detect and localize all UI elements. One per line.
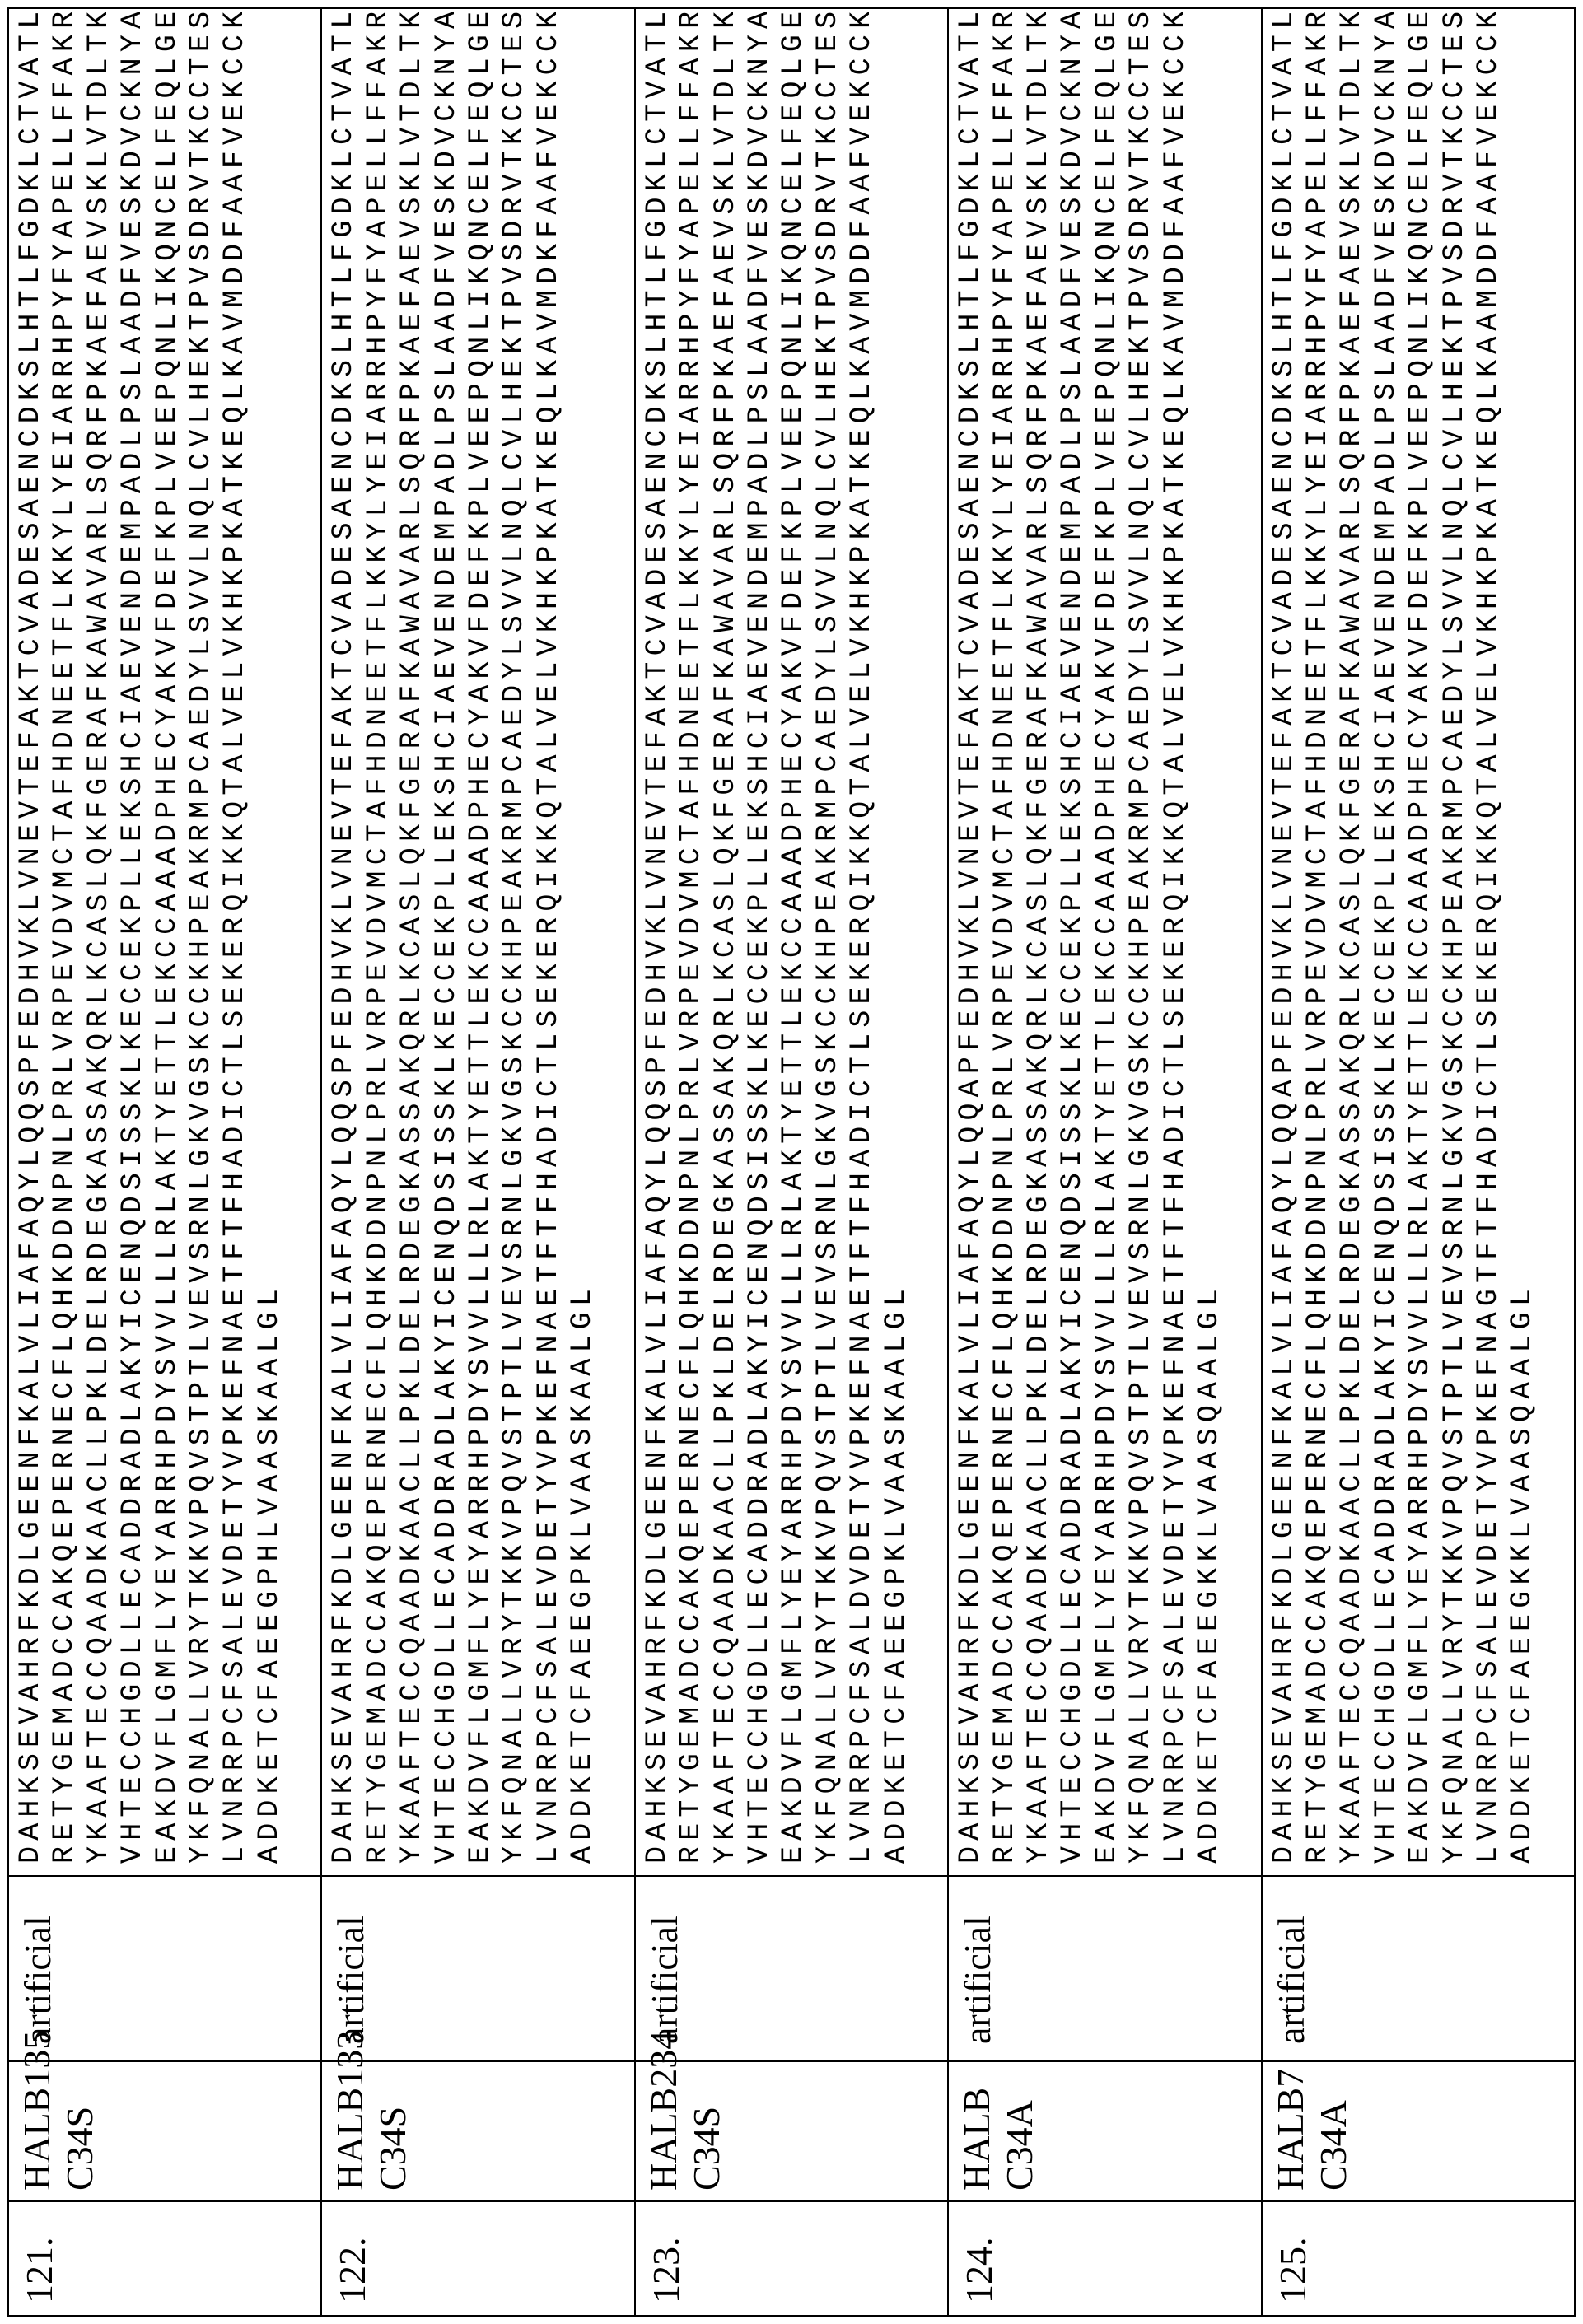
- sequence-line: RETYGEMADCCAKQEPERNECFLQHKDDNPNLPRLVRPEVDVMCTAFHDNEETFLKKYLYEIARRHPYFYAPELLFFAKR: [48, 9, 82, 1864]
- sequence-line: YKFQNALLVRYTKKVPQVSTPTLVEVSRNLGKVGSKCCKHPEAKRMPCAEDYLSVVLNQLCVLHEKTPVSDRVTKCCTES: [1438, 9, 1472, 1864]
- sequence-line: DAHKSEVAHRFKDLGEENFKALVLIAFAQYLQQAPFEDHVKLVNEVTEFAKTCVADESAENCDKSLHTLFGDKLCTVATL: [1268, 9, 1301, 1864]
- sequence-line: ADDKETCFAEEGKKLVAASQAALGL: [1506, 9, 1539, 1864]
- sequence-line: VHTECCHGDLLECADDRADLAKYICENQDSISSKLKECCEKPLLEKSHCIAEVENDEMPADLPSLAADFVESKDVCKNYA: [116, 9, 150, 1864]
- source-cell: artificial: [1262, 1876, 1575, 2061]
- source-cell: artificial: [635, 1876, 948, 2061]
- construct-name-line: HALB234: [642, 2062, 685, 2191]
- construct-name-line: C34A: [998, 2062, 1041, 2191]
- sequence-table: [7, 7, 1576, 2317]
- sequence-cell: [635, 8, 948, 1876]
- sequence-line: ADDKETCFAEEGPKLVAASKAALGL: [880, 9, 913, 1864]
- construct-name-cell: [321, 2061, 634, 2201]
- construct-name-line: C34A: [1312, 2062, 1355, 2191]
- rotated-page: [7, 7, 1576, 2317]
- sequence-line: RETYGEMADCCAKQEPERNECFLQHKDDNPNLPRLVRPEVDVMCTAFHDNEETFLKKYLYEIARRHPYFYAPELLFFAKR: [1301, 9, 1335, 1864]
- sequence-line: VHTECCHGDLLECADDRADLAKYICENQDSISSKLKECCEKPLLEKSHCIAEVENDEMPADLPSLAADFVESKDVCKNYA: [1056, 9, 1090, 1864]
- sequence-line: LVNRRPCFSALEVDETYVPKEFNAETFTFHADICTLSEKERQIKKQTALVELVKHKPKATKEQLKAVMDKFAAFVEKCCK: [532, 9, 566, 1864]
- sequence-line: LVNRRPCFSALDVDETYVPKEFNAETFTFHADICTLSEKERQIKKQTALVELVKHKPKATKEQLKAVMDDFAAFVEKCCK: [845, 9, 879, 1864]
- sequence-line: YKFQNALLVRYTKKVPQVSTPTLVEVSRNLGKVGSKCCKHPEAKRMPCAEDYLSVVLNQLCVLHEKTPVSDRVTKCCTES: [497, 9, 531, 1864]
- sequence-line: LVNRRPCFSALEVDETYVPKEFNAETFTFHADICTLSEKERQIKKQTALVELVKHKPKATKEQLKAVMDDFAAFVEKCCK: [218, 9, 252, 1864]
- source-cell: artificial: [321, 1876, 634, 2061]
- sequence-line: YKAAFTECCQAADKAACLLPKLDELRDEGKASSAKQRLKCASLQKFGERAFKAWAVARLSQRFPKAEFAEVSKLVTDLTK: [395, 9, 429, 1864]
- construct-name-line: HALB7: [1269, 2062, 1312, 2191]
- construct-name-line: C34S: [685, 2062, 728, 2191]
- sequence-line: LVNRRPCFSALEVDETYVPKEFNAETFTFHADICTLSEKERQIKKQTALVELVKHKPKATKEQLKAVMDDFAAFVEKCCK: [1159, 9, 1193, 1864]
- row-number: 125.: [1262, 2201, 1575, 2316]
- sequence-cell: [1262, 8, 1575, 1876]
- sequence-line: YKAAFTECCQAADKAACLLPKLDELRDEGKASSAKQRLKCASLQKFGERAFKAWAVARLSQRFPKAEFAEVSKLVTDLTK: [82, 9, 116, 1864]
- sequence-line: ADDKETCFAEEGKKLVAASQAALGL: [1193, 9, 1226, 1864]
- sequence-line: EAKDVFLGMFLYEYARRHPDYSVVLLLRLAKTYETTLEKCCAAADPHECYAKVFDEFKPLVEEPQNLIKQNCELFEQLGE: [151, 9, 184, 1864]
- construct-name-cell: [948, 2061, 1261, 2201]
- sequence-line: YKAAFTECCQAADKAACLLPKLDELRDEGKASSAKQRLKCASLQKFGERAFKAWAVARLSQRFPKAEFAEVSKLVTDLTK: [1335, 9, 1369, 1864]
- source-cell: artificial: [8, 1876, 321, 2061]
- construct-name-cell: [635, 2061, 948, 2201]
- sequence-line: ADDKETCFAEEGPKLVAASKAALGL: [566, 9, 600, 1864]
- sequence-line: ADDKETCFAEEGPHLVAASKAALGL: [253, 9, 287, 1864]
- sequence-line: YKAAFTECCQAADKAACLLPKLDELRDEGKASSAKQRLKCASLQKFGERAFKAWAVARLSQRFPKAEFAEVSKLVTDLTK: [709, 9, 743, 1864]
- sequence-line: VHTECCHGDLLECADDRADLAKYICENQDSISSKLKECCEKPLLEKSHCIAEVENDEMPADLPSLAADFVESKDVCKNYA: [743, 9, 777, 1864]
- table-row: [948, 8, 1261, 2316]
- construct-name-line: C34S: [371, 2062, 414, 2191]
- sequence-line: VHTECCHGDLLECADDRADLAKYICENQDSISSKLKECCEKPLLEKSHCIAEVENDEMPADLPSLAADFVESKDVCKNYA: [1370, 9, 1403, 1864]
- sequence-line: RETYGEMADCCAKQEPERNECFLQHKDDNPNLPRLVRPEVDVMCTAFHDNEETFLKKYLYEIARRHPYFYAPELLFFAKR: [675, 9, 708, 1864]
- sequence-line: YKAAFTECCQAADKAACLLPKLDELRDEGKASSAKQRLKCASLQKFGERAFKAWAVARLSQRFPKAEFAEVSKLVTDLTK: [1022, 9, 1056, 1864]
- sequence-cell: [948, 8, 1261, 1876]
- source-cell: artificial: [948, 1876, 1261, 2061]
- construct-name-cell: [1262, 2061, 1575, 2201]
- table-row: [8, 8, 321, 2316]
- sequence-line: RETYGEMADCCAKQEPERNECFLQHKDDNPNLPRLVRPEVDVMCTAFHDNEETFLKKYLYEIARRHPYFYAPELLFFAKR: [362, 9, 395, 1864]
- sequence-line: EAKDVFLGMFLYEYARRHPDYSVVLLLRLAKTYETTLEKCCAAADPHECYAKVFDEFKPLVEEPQNLIKQNCELFEQLGE: [1090, 9, 1124, 1864]
- construct-name-cell: [8, 2061, 321, 2201]
- row-number: 121.: [8, 2201, 321, 2316]
- sequence-line: EAKDVFLGMFLYEYARRHPDYSVVLLLRLAKTYETTLEKCCAAADPHECYAKVFDEFKPLVEEPQNLIKQNCELFEQLGE: [1403, 9, 1437, 1864]
- sequence-line: YKFQNALLVRYTKKVPQVSTPTLVEVSRNLGKVGSKCCKHPEAKRMPCAEDYLSVVLNQLCVLHEKTPVSDRVTKCCTES: [811, 9, 845, 1864]
- sequence-line: YKFQNALLVRYTKKVPQVSTPTLVEVSRNLGKVGSKCCKHPEAKRMPCAEDYLSVVLNQLCVLHEKTPVSDRVTKCCTES: [1124, 9, 1158, 1864]
- row-number: 124.: [948, 2201, 1261, 2316]
- table-body: [8, 8, 1575, 2316]
- construct-name-line: HALB133: [329, 2062, 371, 2191]
- sequence-line: DAHKSEVAHRFKDLGEENFKALVLIAFAQYLQQSPFEDHVKLVNEVTEFAKTCVADESAENCDKSLHTLFGDKLCTVATL: [14, 9, 48, 1864]
- sequence-line: DAHKSEVAHRFKDLGEENFKALVLIAFAQYLQQAPFEDHVKLVNEVTEFAKTCVADESAENCDKSLHTLFGDKLCTVATL: [954, 9, 988, 1864]
- table-row: [635, 8, 948, 2316]
- row-number: 122.: [321, 2201, 634, 2316]
- construct-name-line: HALB135: [16, 2062, 58, 2191]
- table-row: [321, 8, 634, 2316]
- table-row: [1262, 8, 1575, 2316]
- sequence-line: YKFQNALLVRYTKKVPQVSTPTLVEVSRNLGKVGSKCCKHPEAKRMPCAEDYLSVVLNQLCVLHEKTPVSDRVTKCCTES: [184, 9, 218, 1864]
- sequence-line: VHTECCHGDLLECADDRADLAKYICENQDSISSKLKECCEKPLLEKSHCIAEVENDEMPADLPSLAADFVESKDVCKNYA: [430, 9, 464, 1864]
- sequence-line: EAKDVFLGMFLYEYARRHPDYSVVLLLRLAKTYETTLEKCCAAADPHECYAKVFDEFKPLVEEPQNLIKQNCELFEQLGE: [777, 9, 810, 1864]
- row-number: 123.: [635, 2201, 948, 2316]
- construct-name-line: C34S: [58, 2062, 101, 2191]
- sequence-line: DAHKSEVAHRFKDLGEENFKALVLIAFAQYLQQSPFEDHVKLVNEVTEFAKTCVADESAENCDKSLHTLFGDKLCTVATL: [327, 9, 361, 1864]
- sequence-line: RETYGEMADCCAKQEPERNECFLQHKDDNPNLPRLVRPEVDVMCTAFHDNEETFLKKYLYEIARRHPYFYAPELLFFAKR: [988, 9, 1022, 1864]
- construct-name-line: HALB: [955, 2062, 998, 2191]
- sequence-line: EAKDVFLGMFLYEYARRHPDYSVVLLLRLAKTYETTLEKCCAAADPHECYAKVFDEFKPLVEEPQNLIKQNCELFEQLGE: [464, 9, 497, 1864]
- sequence-cell: [321, 8, 634, 1876]
- sequence-line: DAHKSEVAHRFKDLGEENFKALVLIAFAQYLQQSPFEDHVKLVNEVTEFAKTCVADESAENCDKSLHTLFGDKLCTVATL: [641, 9, 675, 1864]
- sequence-line: LVNRRPCFSALEVDETYVPKEFNAGTFTFHADICTLSEKERQIKKQTALVELVKHKPKATKEQLKAAMDDFAAFVEKCCK: [1472, 9, 1506, 1864]
- sequence-cell: [8, 8, 321, 1876]
